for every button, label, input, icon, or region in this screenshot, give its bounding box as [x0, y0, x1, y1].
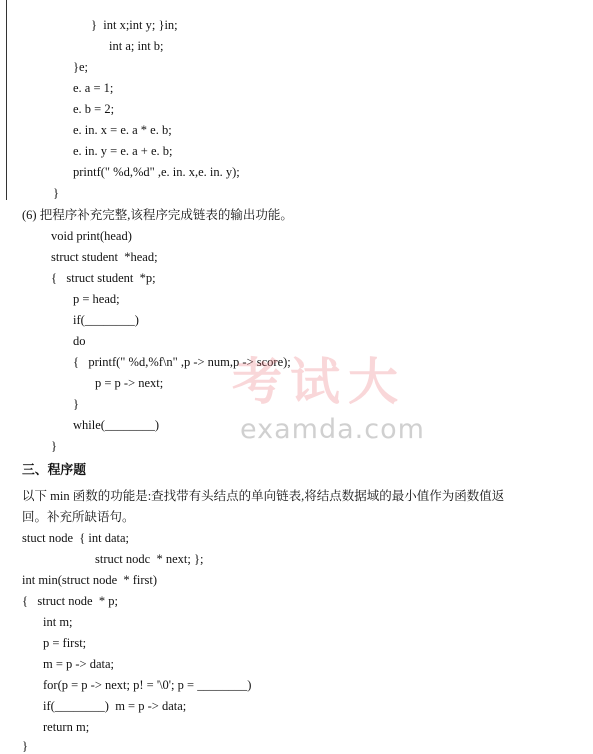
- code-line: printf(" %d,%d" ,e. in. x,e. in. y);: [73, 165, 240, 179]
- code-line: while(________): [73, 418, 160, 432]
- code-line: p = head;: [73, 292, 120, 306]
- question-heading: (6) 把程序补充完整,该程序完成链表的输出功能。: [22, 208, 293, 222]
- left-margin-line: [6, 0, 7, 200]
- watermark-cn-text: 考试大: [232, 353, 406, 411]
- code-line: }: [51, 439, 57, 453]
- code-line: } int x;int y; }in;: [91, 18, 178, 32]
- code-line: for(p = p -> next; p! = '\0'; p = ________): [43, 678, 252, 692]
- section-title: 三、程序题: [22, 463, 86, 477]
- code-line: do: [73, 334, 86, 348]
- code-line: int min(struct node * first): [22, 573, 158, 587]
- code-line: struct student *head;: [51, 250, 158, 264]
- code-line: }: [53, 186, 59, 200]
- code-line: e. in. x = e. a * e. b;: [73, 123, 172, 137]
- code-line: e. in. y = e. a + e. b;: [73, 144, 173, 158]
- code-line: }e;: [73, 60, 89, 74]
- watermark: [228, 342, 428, 462]
- code-line: p = p -> next;: [95, 376, 164, 390]
- code-line: e. a = 1;: [73, 81, 114, 95]
- paragraph-line: 以下 min 函数的功能是:查找带有头结点的单向链表,将结点数据域的最小值作为函数值返: [22, 489, 505, 503]
- code-line: int a; int b;: [109, 39, 164, 53]
- code-line: struct nodc * next; };: [95, 552, 204, 566]
- code-line: if(________): [73, 313, 139, 327]
- code-line: { printf(" %d,%f\n" ,p -> num,p -> score);: [73, 355, 291, 369]
- code-line: return m;: [43, 720, 90, 734]
- code-line: e. b = 2;: [73, 102, 115, 116]
- paragraph-line: 回。补充所缺语句。: [22, 510, 135, 524]
- watermark-en-text: examda.com: [240, 414, 425, 445]
- code-line: void print(head): [51, 229, 132, 243]
- code-line: { struct student *p;: [51, 271, 156, 285]
- code-line: }: [73, 397, 79, 411]
- code-line: p = first;: [43, 636, 87, 650]
- code-line: if(________) m = p -> data;: [43, 699, 187, 713]
- code-line: int m;: [43, 615, 73, 629]
- code-line: m = p -> data;: [43, 657, 115, 671]
- code-line: stuct node { int data;: [22, 531, 130, 545]
- code-line: }: [22, 739, 28, 753]
- code-line: { struct node * p;: [22, 594, 118, 608]
